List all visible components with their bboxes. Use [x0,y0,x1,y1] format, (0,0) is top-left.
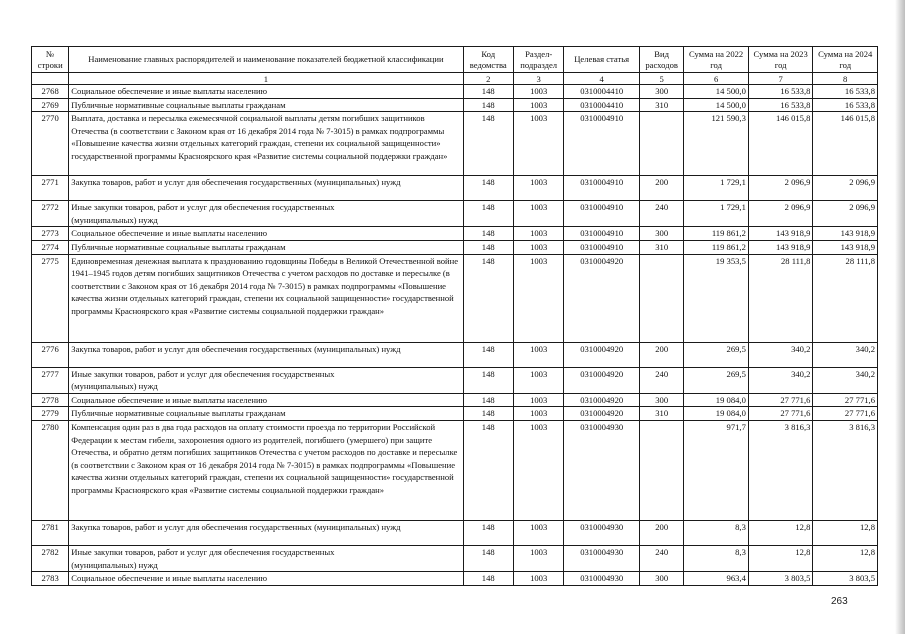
table-row [32,520,878,545]
header-sum-2024: Сумма на 2024 год [813,47,878,73]
table-row [32,342,878,367]
row-sum-2022: 19 353,5 [684,254,749,342]
row-dept: 148 [463,227,513,241]
row-target: 0310004920 [564,342,640,367]
row-number: 2775 [32,254,69,342]
row-name: Закупка товаров, работ и услуг для обеспечения государственных (муниципальных) нужд [69,176,463,201]
table-row [32,201,878,227]
row-target: 0310004920 [564,367,640,393]
row-exp-type [639,254,683,342]
column-number [32,73,69,85]
header-row-no: № строки [32,47,69,73]
row-dept: 148 [463,572,513,586]
row-number: 2782 [32,545,69,571]
budget-table [31,46,878,586]
row-exp-type: 300 [639,572,683,586]
row-sum-2024: 340,2 [813,367,878,393]
row-exp-type: 300 [639,227,683,241]
row-sum-2023: 2 096,9 [748,176,813,201]
row-section: 1003 [513,545,563,571]
row-sum-2023: 3 816,3 [748,420,813,520]
table-row [32,393,878,407]
scan-shadow-edge [895,0,905,634]
row-number: 2777 [32,367,69,393]
table-row [32,545,878,571]
table-row [32,572,878,586]
column-number-row [32,73,878,85]
row-target: 0310004910 [564,240,640,254]
row-exp-type: 310 [639,240,683,254]
row-dept: 148 [463,176,513,201]
table-row [32,85,878,99]
row-dept: 148 [463,85,513,99]
row-exp-type: 310 [639,98,683,112]
row-section: 1003 [513,85,563,99]
row-sum-2023: 143 918,9 [748,227,813,241]
table-row [32,254,878,342]
row-section: 1003 [513,393,563,407]
header-name: Наименование главных распорядителей и наименование показателей бюджетной классификации [69,47,463,73]
row-target: 0310004930 [564,420,640,520]
row-section: 1003 [513,420,563,520]
row-target: 0310004910 [564,112,640,176]
row-name: Социальное обеспечение и иные выплаты населению [69,393,463,407]
row-sum-2022: 8,3 [684,545,749,571]
row-number: 2779 [32,407,69,421]
row-sum-2022: 19 084,0 [684,393,749,407]
row-section: 1003 [513,254,563,342]
row-sum-2023: 12,8 [748,545,813,571]
row-target: 0310004930 [564,520,640,545]
row-sum-2024: 12,8 [813,520,878,545]
column-number: 4 [564,73,640,85]
row-name: Социальное обеспечение и иные выплаты населению [69,572,463,586]
row-dept: 148 [463,342,513,367]
row-sum-2024: 27 771,6 [813,407,878,421]
row-dept: 148 [463,240,513,254]
row-sum-2024: 340,2 [813,342,878,367]
row-sum-2023: 143 918,9 [748,240,813,254]
row-sum-2024: 12,8 [813,545,878,571]
row-sum-2022: 1 729,1 [684,176,749,201]
row-target: 0310004930 [564,572,640,586]
row-sum-2024: 16 533,8 [813,98,878,112]
header-dept: Код ведомства [463,47,513,73]
row-number: 2781 [32,520,69,545]
row-target: 0310004930 [564,545,640,571]
row-sum-2022: 14 500,0 [684,98,749,112]
row-name: Социальное обеспечение и иные выплаты населению [69,85,463,99]
row-number: 2769 [32,98,69,112]
row-number: 2776 [32,342,69,367]
row-sum-2022: 119 861,2 [684,227,749,241]
row-sum-2024: 27 771,6 [813,393,878,407]
row-dept: 148 [463,520,513,545]
row-sum-2022: 269,5 [684,367,749,393]
row-section: 1003 [513,407,563,421]
column-number: 6 [684,73,749,85]
row-exp-type [639,112,683,176]
header-sum-2022: Сумма на 2022 год [684,47,749,73]
column-number: 7 [748,73,813,85]
table-row [32,240,878,254]
header-sum-2023: Сумма на 2023 год [748,47,813,73]
row-number: 2778 [32,393,69,407]
row-sum-2024: 2 096,9 [813,176,878,201]
row-sum-2023: 16 533,8 [748,98,813,112]
row-exp-type: 240 [639,367,683,393]
row-sum-2022: 8,3 [684,520,749,545]
row-name: Закупка товаров, работ и услуг для обеспечения государственных (муниципальных) нужд [69,342,463,367]
row-number: 2770 [32,112,69,176]
row-dept: 148 [463,112,513,176]
row-section: 1003 [513,520,563,545]
row-dept: 148 [463,367,513,393]
table-row [32,420,878,520]
row-name: Публичные нормативные социальные выплаты гражданам [69,240,463,254]
row-number: 2773 [32,227,69,241]
row-dept: 148 [463,393,513,407]
column-number: 2 [463,73,513,85]
row-target: 0310004410 [564,98,640,112]
row-section: 1003 [513,176,563,201]
row-section: 1003 [513,572,563,586]
row-name: Иные закупки товаров, работ и услуг для обеспечения государственных (муниципальных) нужд [69,367,463,393]
row-dept: 148 [463,420,513,520]
row-section: 1003 [513,227,563,241]
row-name: Выплата, доставка и пересылка ежемесячной социальной выплаты детям погибших защитников Отечества (в соответствии с Законом края от 16 декабря 2014 года № 7-3015) в рамках подпрограммы «Повышение качества жизни отдельных категорий граждан, степени их социальной защищенности» государственной программы Красноярского края «Развитие системы социальной поддержки граждан» [69,112,463,176]
row-exp-type: 200 [639,342,683,367]
row-sum-2023: 340,2 [748,367,813,393]
row-exp-type: 300 [639,85,683,99]
row-dept: 148 [463,201,513,227]
row-exp-type: 240 [639,201,683,227]
row-sum-2022: 963,4 [684,572,749,586]
header-exp-type: Вид расходов [639,47,683,73]
header-section: Раздел-подраздел [513,47,563,73]
row-sum-2023: 2 096,9 [748,201,813,227]
row-sum-2023: 3 803,5 [748,572,813,586]
row-sum-2023: 16 533,8 [748,85,813,99]
row-number: 2774 [32,240,69,254]
row-target: 0310004910 [564,176,640,201]
header-target: Целевая статья [564,47,640,73]
row-target: 0310004910 [564,227,640,241]
row-name: Публичные нормативные социальные выплаты гражданам [69,407,463,421]
table-row [32,367,878,393]
column-number: 8 [813,73,878,85]
row-name: Закупка товаров, работ и услуг для обеспечения государственных (муниципальных) нужд [69,520,463,545]
table-row [32,98,878,112]
table-row [32,407,878,421]
row-number: 2768 [32,85,69,99]
row-section: 1003 [513,342,563,367]
row-sum-2022: 19 084,0 [684,407,749,421]
table-row [32,176,878,201]
row-section: 1003 [513,98,563,112]
row-target: 0310004410 [564,85,640,99]
row-sum-2022: 119 861,2 [684,240,749,254]
row-name: Социальное обеспечение и иные выплаты населению [69,227,463,241]
column-number: 3 [513,73,563,85]
row-sum-2024: 146 015,8 [813,112,878,176]
header-row [32,47,878,73]
row-target: 0310004920 [564,407,640,421]
row-dept: 148 [463,98,513,112]
row-exp-type: 240 [639,545,683,571]
row-number: 2772 [32,201,69,227]
column-number: 1 [69,73,463,85]
table-row [32,227,878,241]
row-name: Компенсация один раз в два года расходов на оплату стоимости проезда по территории Российской Федерации к местам гибели, захоронения одного из родителей, погибшего (умершего) при защите Отечества, и обратно детям погибших защитников Отечества с учетом расходов по доставке и пересылке (в соответствии с Законом края от 16 декабря 2014 года № 7-3015) в рамках подпрограммы «Повышение качества жизни отдельных категорий граждан, степени их социальной защищенности» государственной программы Красноярского края «Развитие системы социальной поддержки граждан» [69,420,463,520]
row-sum-2022: 269,5 [684,342,749,367]
row-dept: 148 [463,545,513,571]
row-sum-2024: 3 816,3 [813,420,878,520]
row-section: 1003 [513,201,563,227]
row-target: 0310004920 [564,254,640,342]
row-dept: 148 [463,254,513,342]
page-number: 263 [831,596,848,607]
row-section: 1003 [513,112,563,176]
row-name: Публичные нормативные социальные выплаты гражданам [69,98,463,112]
column-number: 5 [639,73,683,85]
row-exp-type: 200 [639,176,683,201]
row-sum-2023: 340,2 [748,342,813,367]
row-sum-2024: 28 111,8 [813,254,878,342]
row-sum-2023: 27 771,6 [748,407,813,421]
row-sum-2024: 143 918,9 [813,227,878,241]
row-dept: 148 [463,407,513,421]
row-number: 2780 [32,420,69,520]
row-target: 0310004920 [564,393,640,407]
row-sum-2023: 12,8 [748,520,813,545]
row-sum-2023: 28 111,8 [748,254,813,342]
table-row [32,112,878,176]
row-section: 1003 [513,367,563,393]
row-target: 0310004910 [564,201,640,227]
row-sum-2024: 143 918,9 [813,240,878,254]
row-sum-2023: 27 771,6 [748,393,813,407]
row-number: 2783 [32,572,69,586]
row-exp-type: 300 [639,393,683,407]
row-name: Единовременная денежная выплата к празднованию годовщины Победы в Великой Отечественной войне 1941–1945 годов детям погибших защитников Отечества с учетом расходов по доставке и пересылке (в соответствии с Законом края от 16 декабря 2014 года № 7-3015) в рамках подпрограммы «Повышение качества жизни отдельных категорий граждан, степени их социальной защищенности» государственной программы Красноярского края «Развитие системы социальной поддержки граждан» [69,254,463,342]
row-name: Иные закупки товаров, работ и услуг для обеспечения государственных (муниципальных) нужд [69,201,463,227]
row-section: 1003 [513,240,563,254]
row-sum-2022: 971,7 [684,420,749,520]
row-sum-2024: 2 096,9 [813,201,878,227]
row-sum-2023: 146 015,8 [748,112,813,176]
row-sum-2022: 121 590,3 [684,112,749,176]
row-sum-2024: 16 533,8 [813,85,878,99]
row-name: Иные закупки товаров, работ и услуг для обеспечения государственных (муниципальных) нужд [69,545,463,571]
row-sum-2022: 1 729,1 [684,201,749,227]
row-exp-type [639,420,683,520]
row-exp-type: 200 [639,520,683,545]
row-exp-type: 310 [639,407,683,421]
row-number: 2771 [32,176,69,201]
row-sum-2024: 3 803,5 [813,572,878,586]
row-sum-2022: 14 500,0 [684,85,749,99]
